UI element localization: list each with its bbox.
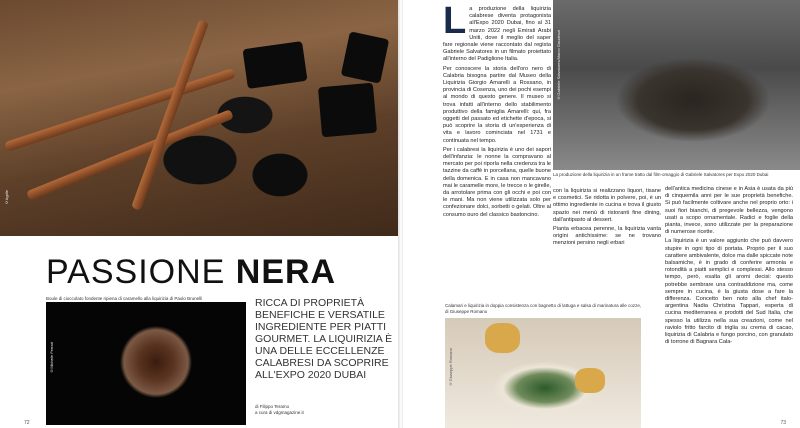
article-column-2 [553, 188, 661, 248]
paragraph: Per i calabresi la liquirizia è uno dei sapori dell'infanzia: le nonne la compravano al mercato per poi riporla nella credenza tra le tazzine da caffè in porcellana, quelle buone della domenica. E in casa non mancavano mai le caramelle more, le trecce o le girelle, da arrotolare prima con gli occhi e poi con le mani. Ma non viene utilizzata solo per confezionare dolci, sorbetti o gelati. Oltre al consumo puro del classico bastoncino, [443, 146, 551, 216]
article-column-3 [665, 186, 793, 426]
paragraph: La liquirizia è un valore aggiunto che può davvero stupire in ogni tipo di portata. Proprio per il suo carattere ambivalente, dolce ma dalle spiccate note balsamiche, è in grado di conferire armonia e rotondità a piatti semplici e complessi. Allo stesso tempo, però, esalta gli aromi decisi: questo potrebbe sembrare una contraddizione ma, come sempre in cucina, è la giusta dose a fare la differenza. Concetto ben noto alla chef italo-argentina Nadia Christina Tappari, esperta di cucina mediterranea e prodotti del Sud Italia, che spesso la utilizza nella sua creazioni, come nel raviolo fritto farcito di triglia su crema di cacao, liquirizia di Calabria e fungo porcino, con granulato di torrone di Bagnara Cala- [665, 238, 793, 346]
chocolate-boule-photo [46, 302, 246, 425]
title-bold: NERA [235, 253, 337, 291]
photo-credit: ©Giuseppe Romano [448, 348, 453, 387]
licorice-block [341, 31, 389, 83]
licorice-root [4, 68, 235, 152]
page-number: 72 [24, 420, 30, 426]
article-column-1 [443, 6, 551, 216]
paragraph: a produzione della liquirizia calabrese diventa protagonista all'Expo 2020 Dubai, fino al 31 marzo 2022 negli Emirati Arabi Uniti, dove il meglio del saper fare regionale viene raccontato dal regista Gabriele Salvatores in un filmato proiettato all'interno del Padiglione Italia. [443, 6, 551, 63]
licorice-root [131, 19, 209, 210]
fried-calamari [485, 323, 520, 353]
drop-cap: L [443, 6, 467, 42]
paragraph: dell'antica medicina cinese e in Asia è usata da più di cinquemila anni per le sue proprietà benefiche. Si può facilmente coltivare anche nel proprio orto: i suoi fiori bianchi, di pregevole bellezza, vengono usati a scopo ornamentale. Radici e foglie della pianta, invece, sono utilizzate per la preparazione di numerose ricette. [665, 186, 793, 236]
paragraph: Pianta erbacea perenne, la liquirizia vanta origini antichissime: se ne trovano menzioni persino negli erbari [553, 226, 661, 247]
photo-credit: ©Agrile [4, 190, 9, 206]
licorice-block [243, 41, 308, 89]
byline-source: a cura di vdgmagazine.it [255, 410, 304, 415]
paragraph: con la liquirizia si realizzano liquori, tisane e cosmetici. Se ridotta in polvere, poi, è un ottimo ingrediente in cucina e trova il giusto spazio nei menù di ristoranti fine dining, dall'antipasto al dessert. [553, 188, 661, 223]
licorice-root [26, 109, 234, 201]
photo-credit: ©Gabriele Salvatores/Marco Gaudenzi [556, 30, 561, 101]
title-light: PASSIONE [46, 253, 226, 291]
byline-author: di Filippo Teramo [255, 404, 290, 409]
page-number: 73 [780, 420, 786, 426]
article-deck: RICCA DI PROPRIETÀ BENEFICHE E VERSATILE INGREDIENTE PER PIATTI GOURMET. LA LIQUIRIZIA È UNA DELLE ECCELLENZE CALABRESI DA SCOPRIRE ALL'EXPO 2020 DUBAI [255, 297, 393, 381]
dish-photo [445, 318, 641, 428]
dish-caption: Calamari e liquirizia in doppia consistenza con bagnetto di lattuga e salsa di marinatura alle cozze, di Giuseppe Romano [445, 303, 642, 314]
hero-licorice-photo [0, 0, 400, 236]
licorice-block [318, 83, 377, 138]
fried-calamari [575, 368, 605, 393]
right-page [403, 0, 800, 428]
page-title [46, 253, 336, 292]
photo-caption: Boule di cioccolato fondente ripiena di caramello alla liquirizia di Paolo Brunelli [46, 296, 203, 301]
photo-credit: ©Michele Ferrari [49, 342, 54, 374]
photo-caption: La produzione della liquirizia in un frame tratto dal film-omaggio di Gabriele Salvatores per Expo 2020 Dubai [553, 172, 769, 177]
licorice-production-photo [553, 0, 800, 170]
paragraph: Per conoscere la storia dell'oro nero di Calabria bisogna partire dal Museo della Liquirizia Giorgio Amarelli a Rossano, in provincia di Cosenza, uno dei pochi esempi al mondo di questo genere. Il museo si trova infatti all'interno dello stabilimento produttivo della famiglia Amarelli: qui, fra oggetti del passato ed etichette d'epoca, si può scoprire la storia di un'esperienza di vita e lavoro cominciata nel 1731 e continuata nel tempo. [443, 65, 551, 144]
